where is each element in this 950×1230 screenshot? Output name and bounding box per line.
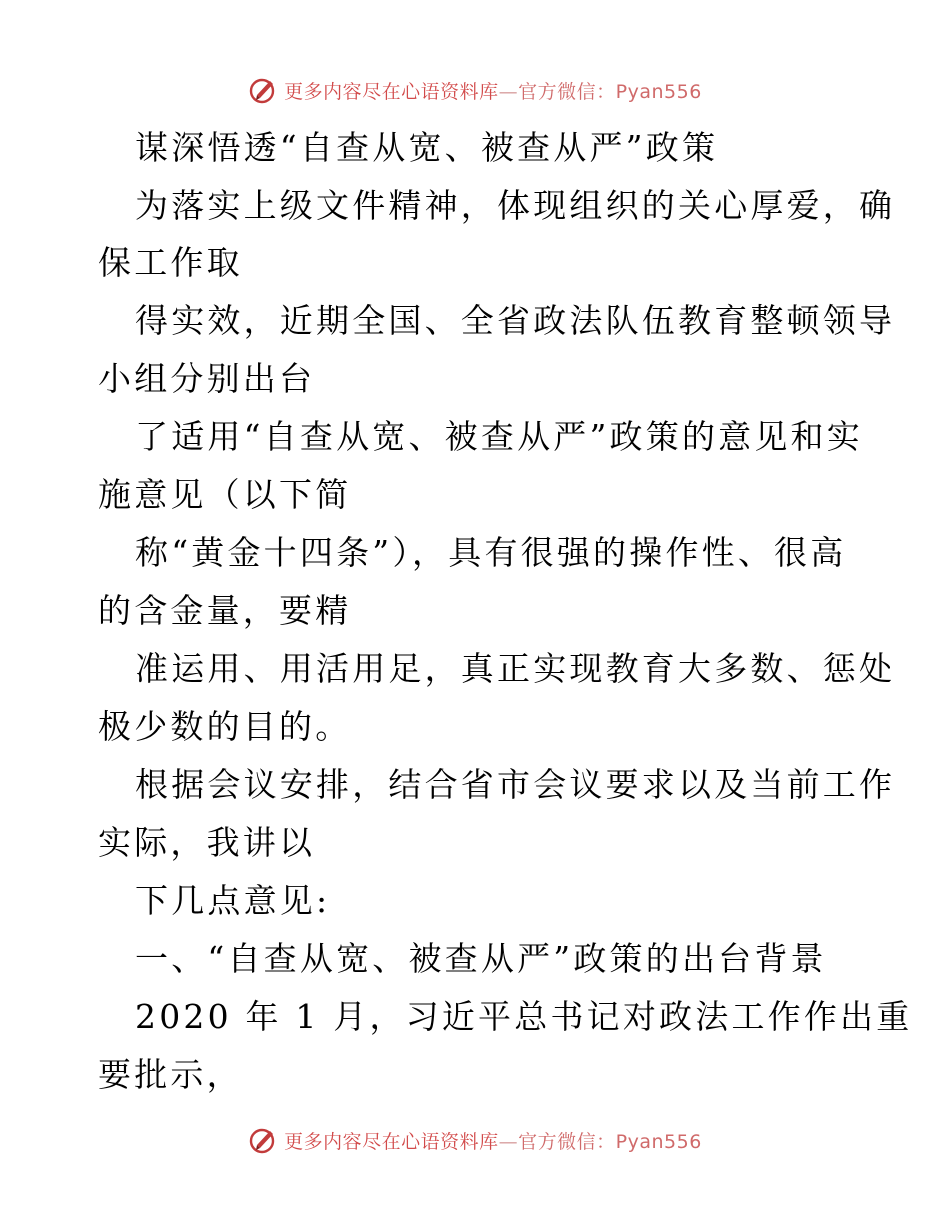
text-line: 称“黄金十四条”），具有很强的操作性、很高 (135, 533, 847, 572)
text-line: 准运用、用活用足，真正实现教育大多数、惩处 (135, 649, 896, 688)
banner-separator: — (498, 1130, 519, 1153)
text-line: 施意见（以下简 (98, 475, 352, 514)
text-line: 保工作取 (98, 243, 243, 282)
text-line: 下几点意见: (135, 881, 331, 920)
pen-in-circle-logo-icon (248, 1125, 278, 1155)
text-line: 小组分别出台 (98, 359, 316, 398)
text-line: 极少数的目的。 (98, 707, 352, 746)
banner-wechat: 官方微信：Pyan556 (518, 1130, 702, 1153)
text-line: 2020 年 1 月，习近平总书记对政法工作作出重 (135, 997, 913, 1036)
footer-watermark-banner (0, 1120, 950, 1160)
text-line: 了适用“自查从宽、被查从严”政策的意见和实 (135, 417, 863, 456)
text-line: 为落实上级文件精神，体现组织的关心厚爱，确 (135, 186, 896, 225)
banner-title: 更多内容尽在心语资料库 (284, 1130, 499, 1153)
banner-title: 更多内容尽在心语资料库 (284, 80, 499, 103)
header-watermark-banner (0, 70, 950, 110)
banner-text (284, 77, 702, 104)
document-title: 谋深悟透“自查从宽、被查从严”政策 (135, 128, 719, 167)
section-heading: 一、“自查从宽、被查从严”政策的出台背景 (135, 939, 827, 978)
banner-text (284, 1127, 702, 1154)
text-line: 得实效，近期全国、全省政法队伍教育整顿领导 (135, 301, 896, 340)
text-line: 的含金量，要精 (98, 591, 352, 630)
banner-separator: — (498, 80, 519, 103)
text-line: 要批示， (98, 1055, 243, 1094)
text-line: 根据会议安排，结合省市会议要求以及当前工作 (135, 765, 896, 804)
text-line: 实际，我讲以 (98, 823, 316, 862)
banner-wechat: 官方微信：Pyan556 (518, 80, 702, 103)
pen-in-circle-logo-icon (248, 75, 278, 105)
